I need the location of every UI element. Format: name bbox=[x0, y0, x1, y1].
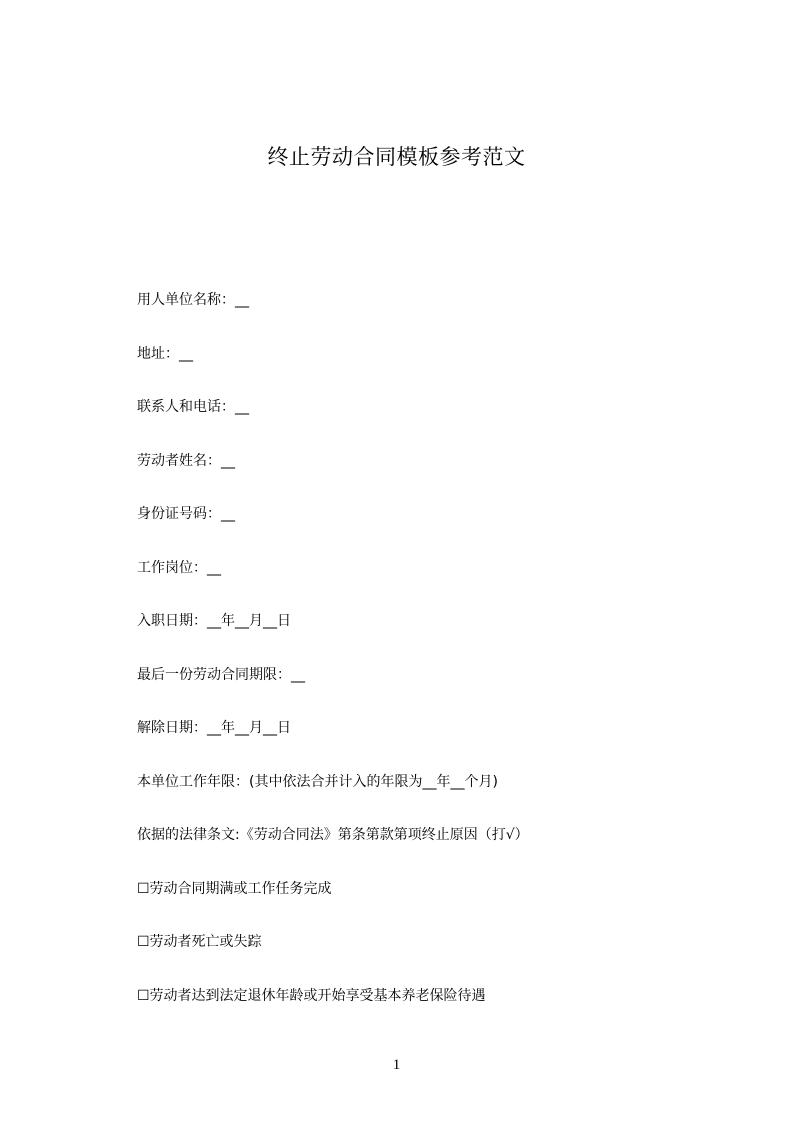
hire-date-line: 入职日期：__年__月__日 bbox=[137, 613, 291, 629]
contact-phone-line: 联系人和电话：__ bbox=[137, 399, 249, 415]
job-position-line: 工作岗位：__ bbox=[137, 559, 221, 576]
legal-basis-line: 依据的法律条文:《劳动合同法》第条第款第项终止原因（打√） bbox=[137, 827, 529, 843]
service-years-line: 本单位工作年限：(其中依法合并计入的年限为__年__个月) bbox=[137, 773, 498, 790]
document-title: 终止劳动合同模板参考范文 bbox=[267, 145, 526, 169]
employee-name-line: 劳动者姓名：__ bbox=[137, 452, 235, 469]
last-contract-term-line: 最后一份劳动合同期限：__ bbox=[137, 666, 305, 683]
id-number-line: 身份证号码：__ bbox=[137, 506, 235, 522]
retirement-option: ☐劳动者达到法定退休年龄或开始享受基本养老保险待遇 bbox=[137, 987, 486, 1004]
contract-field-list bbox=[137, 288, 737, 1037]
termination-date-line: 解除日期：__年__月__日 bbox=[137, 720, 291, 736]
contract-expired-option: ☐劳动合同期满或工作任务完成 bbox=[137, 880, 332, 897]
employer-name-line: 用人单位名称：__ bbox=[137, 292, 249, 308]
employee-death-option: ☐劳动者死亡或失踪 bbox=[137, 934, 262, 950]
page-number: 1 bbox=[392, 1057, 401, 1073]
address-line: 地址：__ bbox=[137, 345, 193, 362]
